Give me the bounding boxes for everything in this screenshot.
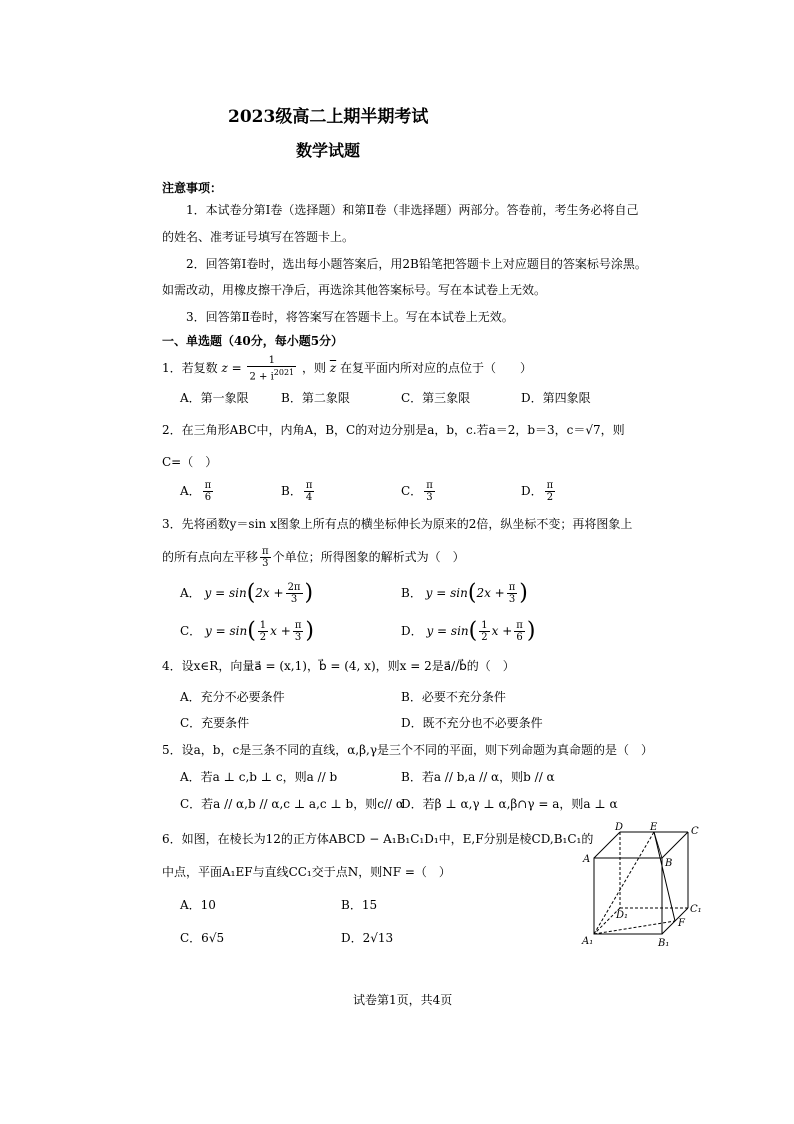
fig-label-c: C xyxy=(691,826,699,837)
q6-option-a[interactable]: A．10 xyxy=(180,898,216,912)
fig-label-a1: A₁ xyxy=(582,936,594,947)
question-3-line-2: 的所有点向左平移 $\frac{\pi}{3}$ 个单位；所得图象的解析式为（ ） xyxy=(162,546,465,569)
section-heading: 一、单选题（40分，每小题5分） xyxy=(162,334,344,348)
q3-option-d[interactable]: D． y = sin( $\frac{1}{2}$ x + $\frac{\pi}{6}$ ) xyxy=(401,618,536,644)
q1-option-d[interactable]: D．第四象限 xyxy=(521,391,591,405)
fig-label-a: A xyxy=(583,854,591,865)
page-footer: 试卷第1页，共4页 xyxy=(353,993,453,1007)
question-2-line-2: C=（ ） xyxy=(162,455,218,469)
exam-subject: 数学试题 xyxy=(296,141,361,160)
question-6-line-1: 6．如图，在棱长为12的正方体ABCD − A₁B₁C₁D₁中，E,F分别是棱CD,B₁C₁的 xyxy=(162,832,594,846)
fig-label-d: D xyxy=(615,822,624,833)
question-5-stem: 5．设a，b，c是三条不同的直线，α,β,γ是三个不同的平面，则下列命题为真命题的是（ ） xyxy=(162,743,654,757)
question-6-line-2: 中点，平面A₁EF与直线CC₁交于点N，则NF =（ ） xyxy=(162,865,451,879)
exam-title: 2023级高二上期半期考试 xyxy=(228,107,429,127)
q5-option-d[interactable]: D．若β ⊥ α,γ ⊥ α,β∩γ = a，则a ⊥ α xyxy=(401,797,618,811)
note-1-line-1: 1．本试卷分第Ⅰ卷（选择题）和第Ⅱ卷（非选择题）两部分。答卷前，考生务必将自己 xyxy=(186,203,639,217)
q4-option-b[interactable]: B．必要不充分条件 xyxy=(401,690,506,704)
q1-option-c[interactable]: C．第三象限 xyxy=(401,391,471,405)
q5-option-c[interactable]: C．若a // α,b // α,c ⊥ a,c ⊥ b，则c// α xyxy=(180,797,404,811)
fig-label-c1: C₁ xyxy=(690,904,702,915)
fig-label-b: B xyxy=(665,858,673,869)
notes-heading: 注意事项： xyxy=(162,181,223,195)
fig-label-e: E xyxy=(650,822,658,833)
q4-option-a[interactable]: A．充分不必要条件 xyxy=(180,690,285,704)
question-2-line-1: 2．在三角形ABC中，内角A，B，C的对边分别是a，b，c.若a＝2，b＝3，c＝√7，则 xyxy=(162,423,625,437)
q2-option-c[interactable]: C． $\frac{\pi}{3}$ xyxy=(401,480,433,503)
q3-option-a[interactable]: A． y = sin(2x + $\frac{2\pi}{3}$ ) xyxy=(180,580,314,606)
note-3: 3．回答第Ⅱ卷时，将答案写在答题卡上。写在本试卷上无效。 xyxy=(186,310,514,324)
q6-option-d[interactable]: D．2√13 xyxy=(341,931,394,945)
q6-option-b[interactable]: B．15 xyxy=(341,898,378,912)
q5-option-b[interactable]: B．若a // b,a // α，则b // α xyxy=(401,770,555,784)
q1-prefix: 1．若复数 xyxy=(162,361,218,376)
q3-option-b[interactable]: B． y = sin(2x + $\frac{\pi}{3}$ ) xyxy=(401,580,528,606)
note-2-line-1: 2．回答第Ⅰ卷时，选出每小题答案后，用2B铅笔把答题卡上对应题目的答案标号涂黑。 xyxy=(186,257,647,271)
cube-figure xyxy=(580,822,704,952)
q6-option-c[interactable]: C．6√5 xyxy=(180,931,225,945)
q5-option-a[interactable]: A．若a ⊥ c,b ⊥ c，则a // b xyxy=(180,770,338,784)
q2-option-a[interactable]: A． $\frac{\pi}{6}$ xyxy=(180,480,212,503)
fig-label-f: F xyxy=(678,918,685,929)
q2-option-b[interactable]: B． $\frac{\pi}{4}$ xyxy=(281,480,313,503)
question-4-stem: 4．设x∈R，向量a⃗ = (x,1)，b⃗ = (4, x)，则x = 2是a⃗//b⃗的（ ） xyxy=(162,659,515,673)
q3-option-c[interactable]: C． y = sin( $\frac{1}{2}$ x + $\frac{\pi}{3}$ ) xyxy=(180,618,314,644)
question-3-line-1: 3．先将函数y＝sin x图象上所有点的横坐标伸长为原来的2倍，纵坐标不变；再将图象上 xyxy=(162,517,633,531)
note-2-line-2: 如需改动，用橡皮擦干净后，再选涂其他答案标号。写在本试卷上无效。 xyxy=(162,283,547,297)
note-1-line-2: 的姓名、准考证号填写在答题卡上。 xyxy=(162,230,355,244)
q1-option-b[interactable]: B．第二象限 xyxy=(281,391,350,405)
q4-option-c[interactable]: C．充要条件 xyxy=(180,716,250,730)
q4-option-d[interactable]: D．既不充分也不必要条件 xyxy=(401,716,543,730)
q1-tail: 在复平面内所对应的点位于（ ） xyxy=(339,361,532,376)
fig-label-b1: B₁ xyxy=(658,938,670,949)
q1-suffix: ，则 xyxy=(301,361,326,376)
fig-label-d1: D₁ xyxy=(616,910,629,921)
q1-fraction: $\frac{1}{2 + i^{2021}}$ xyxy=(249,355,295,383)
q2-option-d[interactable]: D． $\frac{\pi}{2}$ xyxy=(521,480,554,503)
q1-option-a[interactable]: A．第一象限 xyxy=(180,391,249,405)
question-1-stem: 1．若复数 z = $\frac{1}{2 + i^{2021}}$ ，则 $\overline{z}$ 在复平面内所对应的点位于（ ） xyxy=(162,355,532,383)
